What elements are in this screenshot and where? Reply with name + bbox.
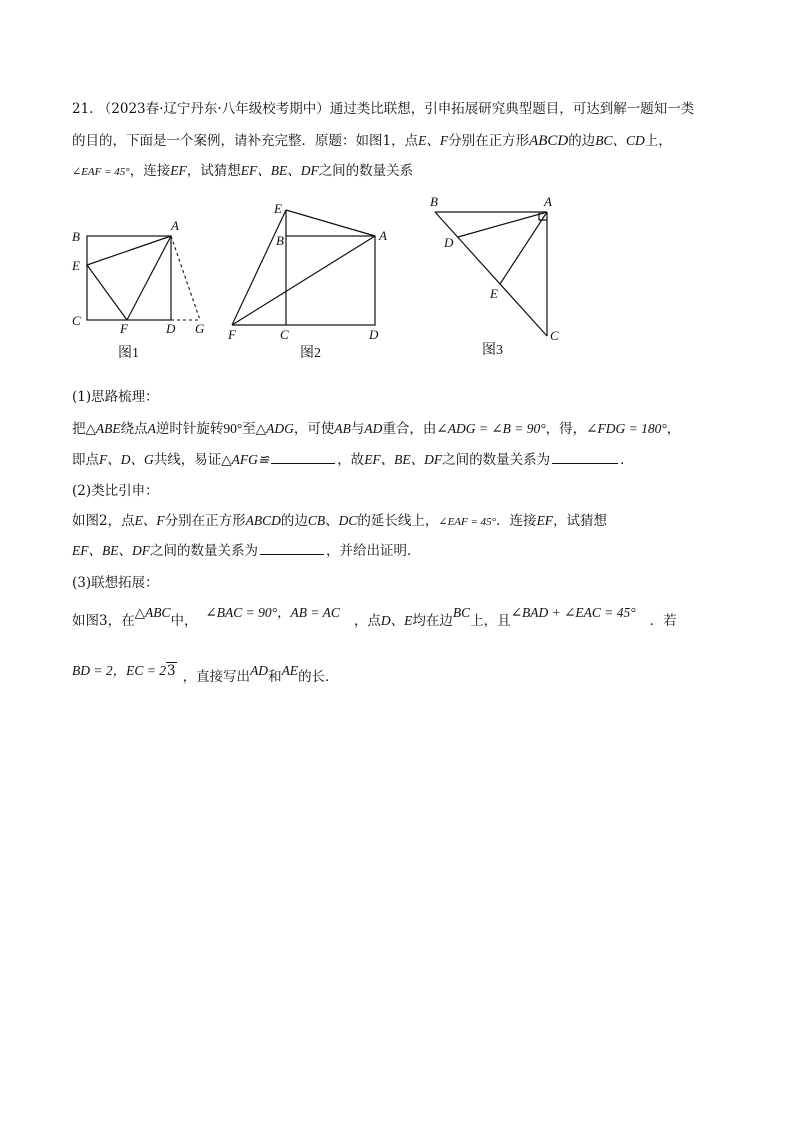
caption-fig1: 图1 — [118, 346, 139, 361]
text: 绕点 — [120, 421, 148, 437]
part3-heading: (3)联想拓展： — [72, 575, 159, 591]
label-e: E — [490, 286, 498, 301]
problem-text: 的目的，下面是一个案例，请补充完整．原题：如图1，点 — [72, 133, 419, 149]
problem-line-1 — [72, 99, 694, 119]
math-equation: ∠FDG = 180° — [586, 421, 667, 436]
text: 与 — [350, 421, 365, 437]
problem-text: ，连接 — [129, 163, 171, 179]
math-point-a: A — [147, 421, 156, 436]
part2-line-1 — [72, 511, 607, 532]
math-segment: EF — [536, 513, 554, 528]
square-abcd — [87, 236, 171, 320]
segment-ae — [286, 210, 375, 236]
math-ab: AB — [334, 421, 351, 436]
label-d: D — [369, 327, 379, 342]
text: ，得， — [545, 421, 587, 437]
text: 上，且 — [470, 613, 511, 629]
label-b: B — [72, 229, 80, 244]
answer-blank-1[interactable] — [271, 450, 335, 464]
math-segments: EF、BE、DF — [364, 452, 443, 467]
text: 分别在正方形 — [164, 513, 246, 529]
text: 的长． — [298, 669, 339, 685]
text: ，试猜想 — [553, 513, 608, 529]
text: 即点 — [72, 452, 99, 468]
problem-text: 分别在正方形 — [448, 133, 530, 149]
math-rotation: 90° — [223, 421, 243, 436]
segment-ag-dashed — [171, 236, 200, 320]
math-radicand: 3 — [166, 663, 176, 679]
problem-line-3 — [72, 161, 413, 182]
label-e: E — [274, 201, 282, 216]
label-a: A — [544, 194, 552, 209]
problem-source: （2023春·辽宁丹东·八年级校考期中） — [97, 101, 330, 117]
problem-text: 的边 — [568, 133, 596, 149]
label-b: B — [430, 194, 438, 209]
math-triangle-adg: △ADG — [255, 421, 294, 436]
problem-number: 21. — [72, 101, 94, 117]
text: 逆时针旋转 — [155, 421, 224, 437]
figure-3 — [420, 190, 580, 365]
text: ． — [620, 452, 634, 468]
label-d: D — [444, 235, 454, 250]
label-b: B — [276, 233, 284, 248]
math-triangle: △ABC — [134, 605, 171, 620]
math-segments: EF、BE、DF — [72, 543, 150, 558]
caption-fig3: 图3 — [482, 343, 503, 358]
math-ad: AD — [364, 421, 383, 436]
math-ad: AD — [250, 663, 269, 678]
segment-ef — [87, 265, 127, 320]
label-a: A — [379, 228, 387, 243]
math-angle: ∠EAF = 45° — [438, 516, 497, 528]
math-triangle-abe: △ABE — [85, 421, 121, 436]
problem-intro: 通过类比联想，引申拓展研究典型题目，可达到解一题知一类 — [329, 101, 695, 117]
label-f: F — [120, 321, 128, 336]
text: 和 — [268, 669, 282, 685]
problem-text: ，试猜想 — [186, 163, 241, 179]
problem-text: 上， — [644, 133, 672, 149]
math-segment: EF — [170, 163, 187, 178]
label-g: G — [195, 321, 205, 336]
text: 如图3，在 — [72, 613, 135, 629]
part2-heading: (2)类比引申： — [72, 483, 159, 499]
math-given: BD = 2，EC = 2 — [72, 663, 166, 678]
math-square: ABCD — [245, 513, 281, 528]
text: 之间的数量关系为 — [442, 452, 551, 468]
math-sides: CB、DC — [307, 513, 358, 528]
math-equation: ∠BAD + ∠EAC = 45° — [510, 605, 636, 620]
text: ．连接 — [496, 513, 537, 529]
figure-1 — [60, 215, 220, 365]
text: 如图2，点 — [72, 513, 135, 529]
math-points: E、F — [134, 513, 165, 528]
label-c: C — [72, 313, 81, 328]
math-congruence: △AFG≌ — [221, 452, 270, 467]
math-square: ABCD — [529, 133, 569, 149]
figure-2 — [220, 195, 400, 365]
answer-blank-3[interactable] — [260, 541, 324, 555]
math-bc: BC — [452, 605, 471, 620]
math-segments: EF、BE、DF — [240, 163, 319, 178]
text: ， — [666, 421, 681, 437]
part1-line-2 — [72, 450, 634, 470]
caption-fig2: 图2 — [300, 346, 321, 361]
text: ，直接写出 — [182, 669, 251, 685]
part2-line-2 — [72, 541, 420, 561]
math-equation: ∠ADG = ∠B = 90° — [436, 421, 546, 436]
text: 重合，由 — [382, 421, 437, 437]
label-e: E — [72, 258, 80, 273]
part3-line-1 — [72, 605, 677, 631]
math-points: D、E — [380, 613, 413, 628]
problem-text: 之间的数量关系 — [318, 163, 414, 179]
text: 的边 — [280, 513, 308, 529]
text: 至 — [242, 421, 256, 437]
text: 的延长线上， — [357, 513, 439, 529]
segment-bc — [435, 212, 547, 336]
label-f: F — [228, 327, 236, 342]
text: ，可使 — [293, 421, 335, 437]
label-c: C — [550, 328, 559, 343]
text: ．若 — [649, 613, 677, 629]
label-a: A — [171, 218, 179, 233]
text: ，并给出证明． — [325, 543, 421, 559]
math-ae: AE — [281, 663, 299, 678]
answer-blank-2[interactable] — [552, 450, 618, 464]
part1-line-1 — [72, 419, 680, 439]
text: 之间的数量关系为 — [149, 543, 258, 559]
text: ，点 — [353, 613, 381, 629]
text: 把 — [72, 421, 86, 437]
math-points: F、D、G — [99, 452, 154, 467]
text: 中， — [170, 613, 198, 629]
math-angle: ∠EAF = 45° — [72, 166, 130, 178]
square-abcd — [286, 236, 375, 325]
text: ，故 — [337, 452, 365, 468]
label-d: D — [166, 321, 176, 336]
part3-line-2 — [72, 663, 339, 687]
math-sides: BC、CD — [595, 133, 645, 148]
math-condition: ∠BAC = 90°，AB = AC — [205, 605, 340, 620]
part1-heading: (1)思路梳理： — [72, 389, 159, 405]
label-c: C — [280, 327, 289, 342]
text: 共线，易证 — [153, 452, 222, 468]
text: 均在边 — [412, 613, 453, 629]
problem-line-2 — [72, 131, 672, 151]
math-points: E、F — [418, 133, 449, 148]
